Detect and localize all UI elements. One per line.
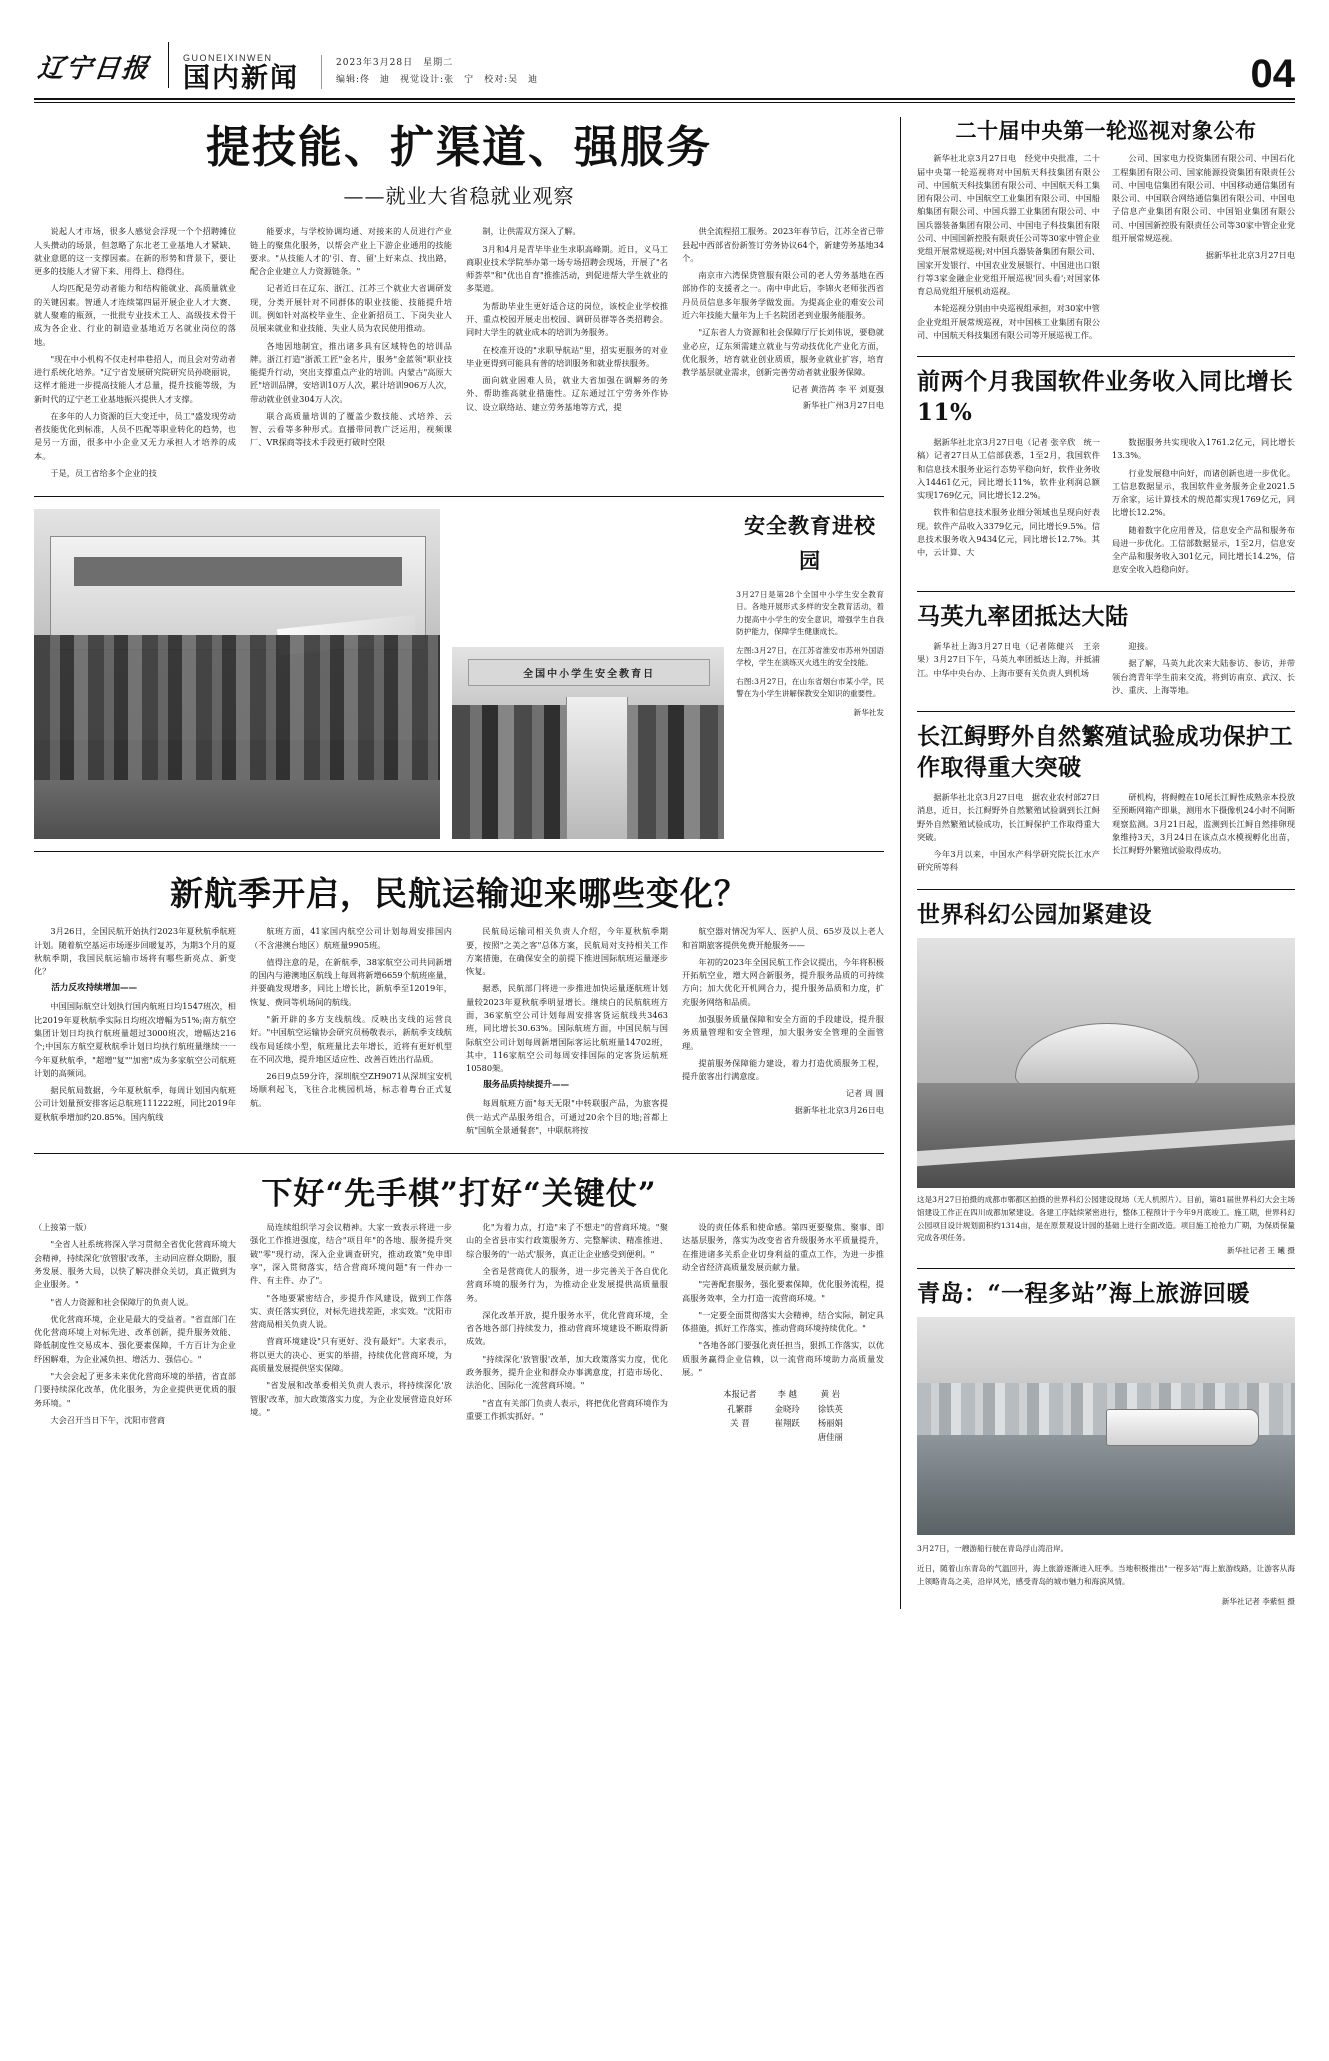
paragraph: "一定要全面贯彻落实大会精神，结合实际，制定具体措施，抓好工作落实，推动营商环境持续优化。" — [682, 1309, 884, 1334]
section-heading — [183, 53, 299, 92]
signature-name: 关 晋 — [730, 1417, 750, 1428]
paragraph: 值得注意的是，在新航季，38家航空公司共同新增的国内与港澳地区航线上每周将新增6659个航班座量，并要确发现增多，同比上增长比，新航季至12019年，恢复、费同等机场间的航线。 — [250, 956, 452, 1007]
paragraph: 研机构，将鲟鳇在10尾长江鲟性成熟亲本投放至预断网箱产即巢，测用水下摄像机24小时不间断观察监测。3月21日起，监测到长江鲟自然排卵现象维持3天，3月24日在该点点水模视孵化出苗，长江鲟野外繁殖试验取得成功。 — [1111, 791, 1296, 856]
sidebar-rule — [917, 711, 1295, 712]
paragraph: "持续深化'放管服'改革，加大政策落实力度，优化政务服务，提升企业和群众办事满意度，打造市场化、法治化、国际化一流营商环境。" — [466, 1353, 668, 1391]
paragraph: 据新华社北京3月27日电（记者 张辛欣 统一稿）记者27日从工信部获悉，1至2月，我国软件和信息技术服务业运行态势平稳向好，软件业务收入14461亿元，同比增长11%，软件业利润总额实现1769亿元，同比增长12.2%。 — [916, 436, 1100, 501]
signature-name: 徐铁英 — [817, 1403, 843, 1414]
aviation-dateline: 据新华社北京3月26日电 — [794, 1104, 884, 1115]
paragraph: 加强服务质量保障和安全方面的手段建设，提升服务质量管理和安全管理，加大服务安全管理的全面管理。 — [682, 1014, 884, 1051]
paragraph: 本轮巡视分别由中央巡视组承担，对30家中管企业党组开展常规巡视，对中国核工业集团有限公司、中国航天科技集团有限公司等开展巡视工作。 — [916, 303, 1100, 340]
mayingjiu-column-1 — [917, 640, 1100, 701]
scifi-park-caption — [917, 1194, 1295, 1258]
paragraph: 数据服务共实现收入1761.2亿元，同比增长13.3%。 — [1111, 436, 1296, 461]
paragraph: 供全流程招工服务。2023年春节后，江苏全省已带县起中西部省份新签订劳务协议64个，新建劳务基地34个。 — [682, 226, 884, 263]
caption-source: 新华社记者 王 曦 摄 — [1227, 1246, 1295, 1256]
paragraph: 迎接。 — [1128, 641, 1153, 652]
paragraph: "省直有关部门负责人表示，将把优化营商环境作为重要工作抓实抓好。" — [466, 1397, 668, 1421]
photo-firefighting-drill — [34, 509, 440, 839]
photo-police-officer — [566, 697, 628, 839]
mayingjiu-column-2 — [1112, 640, 1295, 701]
cruise-boat-shape — [1106, 1409, 1259, 1446]
paragraph: 每周航班方面"每天无限"中转联服产品，为旅客提供一站式产品服务组合，可通过20余个目的地;首都上航"国航全景通餐套"，中联航将按 — [466, 1098, 668, 1135]
paragraph: 据了解，马英九此次来大陆参访、参访，并带领台湾青年学生前来交流，将到访南京、武汉、长沙、重庆、上海等地。 — [1111, 658, 1296, 695]
caption-source: 新华社发 — [853, 707, 884, 717]
section-rule — [34, 1153, 884, 1154]
paragraph: 记者近日在辽东、浙江、江苏三个就业大省调研发现，分类开展针对不同群体的职业技能、技能提升培训。例如针对高校毕业生、企业新招员工、下岗失业人员展来就业和业技能、失业人员为农民使用推动。 — [250, 283, 452, 334]
masthead-meta — [321, 55, 538, 89]
signature-name: 本报记者 — [723, 1389, 757, 1400]
photo-crowd — [34, 635, 440, 780]
editorial-headline: 下好“先手棋”打好“关键仗” — [261, 1176, 657, 1213]
lead-body — [34, 225, 884, 484]
caption-text: 3月27日，一艘游船行驶在青岛浮山湾沿岸。 — [916, 1543, 1069, 1553]
safety-day-banner — [468, 659, 709, 686]
lead-column-2 — [250, 225, 452, 484]
paragraph: "省发展和改革委相关负责人表示，将持续深化'放管服'改革，加大政策落实力度，为企业发展营造良好环境。" — [250, 1380, 452, 1417]
software-story-body — [917, 436, 1295, 581]
sturgeon-column-1 — [917, 791, 1100, 879]
lead-dateline: 新华社广州3月27日电 — [802, 400, 884, 411]
paragraph: 大会召开当日下午，沈阳市营商 — [50, 1414, 166, 1425]
qingdao-caption — [917, 1543, 1295, 1609]
paragraph: 随着数字化应用普及，信息安全产品和服务布局进一步优化。工信部数据显示，1至2月，信息安全产品和服务收入301亿元，同比增长14.2%，信息安全收入趋稳向好。 — [1111, 524, 1296, 575]
aviation-body — [34, 925, 884, 1141]
signature-grid — [682, 1387, 884, 1444]
software-story-title: 前两个月我国软件业务收入同比增长11% — [916, 368, 1293, 426]
subsection-heading: 活力反攻持续增加—— — [51, 983, 138, 994]
caption-source: 新华社记者 李紫恒 摄 — [1221, 1597, 1295, 1607]
paragraph: 各地因地制宜，推出诸多具有区域特色的培训品牌。浙江打造"浙派工匠"金名片，服务"金蓝领"职业技能提升行动，突出支撑重点产业的培训。内蒙古"高原大匠"培训品牌，安培训10万人次，累计培训906万人次，带动就业创业304万人次。 — [250, 340, 452, 404]
paragraph: 在校准开设的"求职导航站"里，招实更服务的对业毕业更得到可能具有普的培训服务和就业帮扶服务。 — [466, 344, 668, 368]
paragraph: 说起人才市场，很多人感觉会浮现一个个招聘摊位人头攒动的场景，但忽略了东北老工业基地人才紧缺、就业意愿的这一支撑因素。在新的形势和背景下，要让更多的技能人才留下来、用得上、稳得住。 — [34, 226, 236, 277]
caption-paragraph: 左图:3月27日，在江苏省淮安市苏州外国语学校，学生在演练灭火逃生的安全技能。 — [736, 645, 884, 668]
signature-column-3 — [818, 1387, 843, 1444]
paragraph: 制，让供需双方深入了解。 — [482, 226, 581, 237]
paragraph: 南京市六湾保贷管服有限公司的老人劳务基地在西部协作的支援者之一。南中申此后，李锦火老师张西省丹员员信息多年服务学做发面。为提高企业的难安公司近六年技能大量年为上千名院团老到业服务能服务。 — [682, 270, 884, 320]
signature-name: 唐佳丽 — [817, 1432, 843, 1443]
section-title: 国内新闻 — [183, 63, 299, 94]
qingdao-tourism-title: 青岛：“一程多站”海上旅游回暖 — [916, 1279, 1250, 1307]
scifi-park-title: 世界科幻公园加紧建设 — [916, 900, 1152, 928]
paragraph: 局连续组织学习会议精神。大家一致表示将进一步强化工作推进强度，结合"项目年"的各地、服务提升突破"零"现行动，深入企业调查研究，推动政策"免申即享"，深入贯彻落实，结合营商环境问题"有一件办一件、有主件、办了"。 — [250, 1222, 452, 1286]
editorial-column-1 — [34, 1221, 236, 1444]
sidebar-rule — [917, 1268, 1295, 1269]
masthead-divider — [168, 42, 169, 88]
paragraph: 提前服务保障能力建设，着力打造优质服务工程，提升旅客出行满意度。 — [682, 1057, 884, 1082]
caption-paragraph: 右图:3月27日，在山东省烟台市某小学，民警在为小学生讲解保教安全知识的重要性。 — [736, 676, 884, 699]
aviation-column-3 — [466, 925, 668, 1141]
safety-photo-feature — [34, 509, 884, 839]
paragraph: 3月和4月是青毕毕业生求职高峰期。近日，义马工商职业技术学院举办第一场专场招聘会现场，开展了"名师荟萃"和"优出自育"推推活动，到促进帮大学生就业的多渠道。 — [466, 243, 668, 294]
lead-column-1 — [34, 225, 236, 484]
paragraph: 据悉，民航部门将进一步推进加快运量逐航班计划量较2023年夏秋航季明显增长。继续白的民航航班方面，36家航空公司计划每周安排客货运航线共3463班，同比增长30.63%。国际航班方面，中国民航与国际航空公司计划每周新增国际客运比航班量14702班，其中，116家航空公司每周安排国际的定客货运航班10580架。 — [466, 983, 668, 1074]
signature-name: 李 越 — [777, 1389, 797, 1400]
paragraph: 联合高质量培训的了覆盖少数技能、式培养、云智、云看等多种形式。直播带同教广泛运用，视频课厂、VR探商等技术手段更打破时空限 — [250, 410, 452, 448]
lead-subheadline: ——就业大省稳就业观察 — [343, 184, 575, 209]
paragraph: "大会会起了更多未来优化营商环境的举措，省直部门要持续深化改革，优化服务，为企业提供更优质的服务环境。" — [34, 1371, 236, 1408]
mayingjiu-story-body — [917, 640, 1295, 701]
paragraph: 据新华社北京3月27日电 据农业农村部27日消息，近日，长江鲟野外自然繁殖试验调到长江鲟野外自然繁殖试验成功，长江鲟保护工作取得重大突破。 — [916, 791, 1100, 842]
photo-police-safety-lesson — [452, 647, 724, 839]
lead-column-4 — [682, 225, 884, 484]
paragraph: 优化营商环境，企业是最大的受益者。"省直部门在优化营商环境上对标先进、改革创新，提升服务效能、降低制度性交易成本、强化要素保障，千方百计为企业纾困解难，为企业减负担、增活力、强信心。" — [34, 1313, 236, 1364]
editor-credits: 编辑:佟 迪 视觉设计:张 宁 校对:吴 迪 — [336, 74, 539, 85]
paragraph: 新华社上海3月27日电（记者陈健兴 王亲果）3月27日下午，马英九率团抵达上海，并抵浦江。中华中央台办、上海市要有关负责人到机场 — [916, 641, 1100, 678]
section-rule — [34, 851, 884, 852]
paragraph: 营商环境建设"只有更好、没有最好"。大家表示，将以更大的决心、更实的举措，持续优化营商环境，为高质量发展提供坚实保障。 — [250, 1336, 452, 1373]
caption-text: 近日，随着山东青岛的气温回升，海上旅游逐渐进入旺季。当地积极推出"一程多站"海上旅游线路，让游客从海上领略青岛之美，沿岸风光，感受青岛的城市魅力和海滨风情。 — [916, 1564, 1295, 1586]
editorial-signatures — [682, 1387, 884, 1444]
sidebar-rule — [917, 889, 1295, 890]
inspection-column-1 — [917, 152, 1100, 346]
main-column — [34, 117, 884, 1609]
sturgeon-story-body — [917, 791, 1295, 879]
aviation-headline: 新航季开启，民航运输迎来哪些变化？ — [170, 874, 748, 914]
masthead — [0, 0, 1329, 96]
sturgeon-column-2 — [1112, 791, 1295, 879]
paragraph: 软件和信息技术服务业细分领域也呈现向好表现。软件产品收入3379亿元，同比增长9.5%。信息技术服务收入9434亿元，同比增长12.7%。其中，云计算、大 — [916, 507, 1100, 558]
signature-name: 杨丽娟 — [817, 1417, 843, 1428]
subsection-heading: 服务品质持续提升—— — [483, 1080, 570, 1091]
paragraph: 能要求，与学校协调均通、对接来的人员进行产业链上的聚焦化服务，以帮会产业上下游企业通用的技能要求。"从技能人才的'引、育、留'上好来点、找出路，配合企业建立人力资源链条。" — [250, 226, 452, 277]
paragraph: 年初的2023年全国民航工作会议提出，今年将积极开拓航空业，增大网合新服务，提升服务品质的可持续方向；加大优化开机网合力，提升服务品质和力度，扩充服务网络和品质。 — [682, 956, 884, 1007]
aviation-column-4 — [682, 925, 884, 1141]
paragraph: 于是，员工省给多个企业的技 — [50, 468, 157, 479]
lead-reporters: 记者 黄浩苒 李 平 刘夏强 — [791, 384, 884, 395]
safety-caption-block — [736, 509, 884, 839]
paragraph: 深化改革开放，提升服务水平，优化营商环境，全省各地各部门持续发力，推动营商环境建设不断取得新成效。 — [466, 1309, 668, 1347]
signature-name: 崔翔跃 — [774, 1417, 800, 1428]
paragraph: "各地各部门要强化责任担当，狠抓工作落实，以优质服务赢得企业信赖，以一流营商环境助力高质量发展。" — [682, 1340, 884, 1377]
paragraph: "现在中小机构不仅走村串巷招人，而且会对劳动者进行系统化培养。"辽宁省发展研究院研究员孙晓丽说，这样才能进一步提高技能人才总量，提升技能等级，为新时代的辽宁老工业基地振兴提供人才支撑。 — [34, 353, 236, 404]
sidebar-rule — [917, 356, 1295, 357]
software-column-1 — [917, 436, 1100, 581]
editorial-body — [34, 1221, 884, 1444]
safety-feature-title: 安全教育进校园 — [744, 513, 877, 573]
editorial-column-4 — [682, 1221, 884, 1444]
section-pinyin: GUONEIXINWEN — [183, 53, 273, 63]
paragraph: 3月26日，全国民航开始执行2023年夏秋航季航班计划。随着航空基运市场逐步回暖复苏，为期3个月的夏秋航季期，我国民航运输市场将有哪些新亮点、新变化？ — [34, 926, 236, 977]
aviation-column-1 — [34, 925, 236, 1141]
signature-name: 孔繁群 — [727, 1403, 753, 1414]
paragraph: 化"为着力点，打造"来了不想走"的营商环境。"聚山的全省县市实行政策服务方、完整解读、精准推进、综合服务的'一站式'服务，真正让企业感受到便利。" — [466, 1222, 668, 1259]
paragraph: 面向就业困难人员，就业大省加强在调解务的务外、帮助推高就业措施性。辽东通过江宁劳务外作协议、设立联络站、建立劳务基地等方式，提 — [466, 375, 668, 412]
aviation-column-2 — [250, 925, 452, 1141]
signature-column-2 — [775, 1387, 800, 1444]
editorial-column-2 — [250, 1221, 452, 1444]
paragraph: 在多年的人力资源的巨大变迁中，员工"盛发现劳动者技能优化到标准，人员不匹配等职业转化的趋势，也是另一方面，很多中小企业又无力承担人才培养的成本。 — [34, 410, 236, 461]
continued-from-label: （上接第一版） — [34, 1222, 92, 1233]
paragraph: 今年3月以来，中国水产科学研究院长江水产研究所等科 — [916, 849, 1100, 873]
paragraph: 航班方面，41家国内航空公司计划每周安排国内（不含港澳台地区）航班量9905班。 — [250, 926, 452, 950]
paragraph: "辽东省人力资源和社会保障厅厅长刘伟说，要稳就业必应，辽东须需建立就业与劳动技优化产业化方面，优化服务，培育就业创业质质，服务业就业扩容，培育教学基层就业需求，创新完善劳动者就业服务保障。 — [682, 327, 884, 378]
paragraph: 26日9点59分许，深圳航空ZH9071从深圳宝安机场顺利起飞，飞往合北桃园机场，标志着粤台正式复航。 — [250, 1071, 452, 1108]
paragraph: "新开辟的多方支线航线。反映出支线的运营良好。"中国航空运输协会研究员杨敬表示，新航季支线航线布局延续小型，航班量比去年增长，近将有更好机型在不同次地，提升地区适应性、改善百姓出行品质。 — [250, 1014, 452, 1064]
paragraph: 民航局运输司相关负责人介绍，今年夏秋航季期要，按照"之美之客"总体方案，民航局对支持相关工作方案措施，在确保安全的前提下推进国际航班运量逐步恢复。 — [466, 926, 668, 977]
lead-headline-block — [34, 117, 884, 213]
paragraph: "全省人社系统将深入学习贯彻全省优化营商环境大会精神，持续深化'放管服'改革，主动回应群众期盼，服务发展、服务大局，以快了解决群众关切，真正做到为企业服务。" — [34, 1239, 236, 1290]
caption-paragraph: 3月27日是第28个全国中小学生安全教育日。各地开展形式多样的安全教育活动，着力提高中小学生的安全意识，增强学生自我防护能力，保障学生健康成长。 — [736, 589, 884, 637]
signature-column-1 — [723, 1387, 757, 1444]
paragraph: "省人力资源和社会保障厅的负责人说。 — [50, 1296, 194, 1307]
inspection-story-body — [917, 152, 1295, 346]
paragraph: 人均匹配是劳动者能力和结构能就业、高质量就业的关键因素。智通人才连续第四届开展企业人才大赛、就人聚难的瓶颈，一批批专业技术工人、高级技术骨干成为各企业、行业的制造业基地近万名就业岗位的落地。 — [34, 283, 236, 347]
paragraph: 设的责任体系和使命感。第四更要聚焦、聚事、即达基层服务，落实为改变省省升级服务水平质量提升，在推进诸多关系企业切身利益的重点工作，为进一步推动全省经济高质量发展贡献力量。 — [682, 1222, 884, 1273]
photo-scifi-park-construction — [917, 938, 1295, 1188]
photo-qingdao-cruise — [917, 1317, 1295, 1535]
newspaper-logo: 辽宁日报 — [36, 53, 152, 84]
mayingjiu-story-title: 马英九率团抵达大陆 — [916, 602, 1129, 630]
column-divider — [900, 117, 901, 1609]
sidebar-column — [917, 117, 1295, 1609]
paragraph: "完善配套服务，强化要素保障，优化服务流程，提高服务效率，全力打造一流营商环境。" — [682, 1279, 884, 1303]
masthead-rule — [34, 98, 1295, 100]
signature-name: 金晓玲 — [774, 1403, 800, 1414]
sturgeon-story-title: 长江鲟野外自然繁殖试验成功保护工作取得重大突破 — [916, 723, 1293, 781]
paragraph: 行业发展稳中向好，而诸创新也进一步优化。工信息数据显示，我国软件业务服务企业2021.5万余家，运计算技术的规范都实现1769亿元，同比增长12.2%。 — [1111, 467, 1296, 518]
aviation-reporter: 记者 周 圆 — [846, 1088, 884, 1099]
inspection-column-2 — [1112, 152, 1295, 346]
inspection-story-title: 二十届中央第一轮巡视对象公布 — [955, 118, 1257, 143]
caption-text: 这是3月27日拍摄的成都市郫都区拍摄的世界科幻公园建设现场（无人机照片）。目前，第81届世界科幻大会主场馆建设工作正在四川成都加紧建设。各建工序陆续紧密进行，整体工程预计于今年9月底竣工。施工期，世界科幻公园项目设计规划面积约1314亩，是在原景观设计园的基础上进行全面改造。项目施工抢抢力广期，为保质保量完成各项任务。 — [916, 1195, 1295, 1243]
paragraph: 全省是营商优人的服务，进一步完善关于各自优化营商环境的服务行为，为推动企业发展提供高质量服务。 — [466, 1266, 668, 1303]
page-number: 04 — [1250, 52, 1295, 96]
paragraph: 航空器对情况为军人、医护人员、65岁及以上老人和首期旅客提供免费开舱服务—— — [682, 926, 884, 950]
paragraph: 据民航局数据，今年夏秋航季，每周计划国内航班公司计划量预安排客运总航班111222班，同比2019年夏秋航季增加约20.85%。国内航线 — [34, 1085, 236, 1122]
paragraph: "各地要紧密结合，步提升作风建设，做到工作落实、责任落实到位，对标先进找差距，求实效。"沈阳市营商局相关负责人说。 — [250, 1292, 452, 1330]
paragraph: 中国国际航空计划执行国内航班日均1547班次，相比2019年夏秋航季实际日均班次增幅为51%;南方航空集团计划日均执行航班量超过3000班次，增幅达216个;中国东方航空夏秋航季计划日均执行航班量继续一一今年夏秋航季，"超增"复""加密"成为多家航空公司航班计划的高频词。 — [34, 1001, 236, 1078]
banner-text: 全国中小学生安全教育日 — [523, 668, 656, 680]
sea-shape — [917, 1435, 1295, 1535]
issue-date: 2023年3月28日 星期二 — [336, 57, 454, 68]
signature-name: 黄 岩 — [820, 1389, 841, 1400]
lead-headline: 提技能、扩渠道、强服务 — [206, 122, 712, 173]
lead-column-3 — [466, 225, 668, 484]
paragraph: 新华社北京3月27日电 经党中央批准，二十届中央第一轮巡视将对中国航天科技集团有限公司、中国航天科技集团有限公司、中国航天科工集团有限公司、中国航空工业集团有限公司、中国船舶集团有限公司、中国兵器工业集团有限公司、中国兵器装备集团有限公司、中国电子科技集团有限公司、中国国新控股有限责任公司等30家中管企业党组开展常规巡视;对中国兵器装备集团有限公司、国家开发银行、中国农业发展银行、中国进出口银行等3家金融企业党组开展巡视'回头看';对国家体育总局党组开展机动巡视。 — [916, 153, 1100, 297]
paragraph: 为帮助毕业生更好适合这的岗位，该校企业学校推开、重点校园开展走出校园、调研员群等各类招聘会。同时大学生的就业成本的培训为务服务。 — [466, 300, 668, 338]
software-column-2 — [1112, 436, 1295, 581]
photo-mid-column — [452, 509, 724, 839]
sidebar-rule — [917, 591, 1295, 592]
editorial-column-3 — [466, 1221, 668, 1444]
paragraph: 公司、国家电力投资集团有限公司、中国石化工程集团有限公司、国家能源投资集团有限责任公司、中国电信集团有限公司、中国移动通信集团有限公司、中国联合网络通信集团有限公司、中国电子信息产业集团有限公司、中国铝业集团有限公司、中国国新控股有限责任公司等30家中管企业党组开展常规巡视。 — [1111, 153, 1296, 243]
section-rule — [34, 496, 884, 497]
story-dateline: 据新华社北京3月27日电 — [1205, 250, 1296, 261]
page-content — [0, 103, 1329, 1629]
